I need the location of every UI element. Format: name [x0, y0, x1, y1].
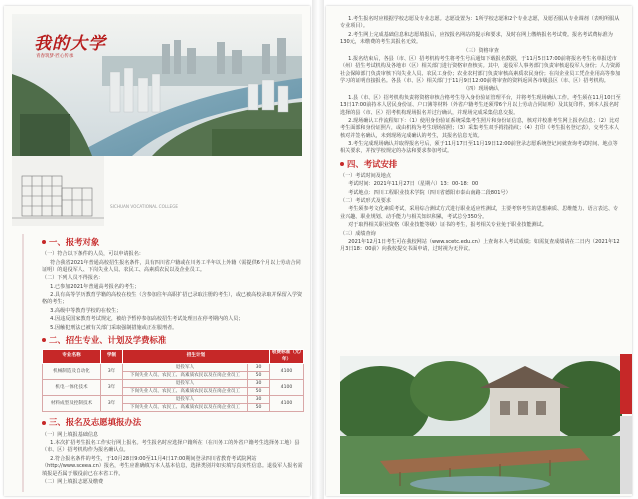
text-line: 3.高级中等教育学校的在校生； — [50, 307, 122, 314]
text-paragraph: 2.考生网上完成基础信息和志愿填报后，应按报名网站的提示和要求，及时在网上缴纳报名考试费。报名考试费标准为130元，未缴费的考生其报名无效。 — [340, 31, 613, 46]
table-header: 收费标准（元/年） — [270, 350, 304, 364]
logo-subtitle: 青春筑梦·匠心传承 — [36, 54, 74, 59]
text-paragraph: 2.具有高等学历教育学籍的高校在校生（含参加往年高职扩招已录取注册的考生），或已被高校录取并保留入学资格的考生； — [42, 292, 303, 306]
text-line: （二）网上填报志愿及缴费 — [42, 478, 104, 485]
table-cell: 下岗失业人员、农民工、高素质农民以及在岗企业员工 — [123, 404, 248, 412]
text-line: （一）网上填报基础信息 — [42, 431, 99, 438]
table-header: 学制 — [101, 350, 123, 364]
section-title-exam: 四、考试安排 — [340, 158, 622, 170]
text-line: 1.已参加2021年普通高考报名的考生； — [50, 283, 140, 290]
left-page — [4, 6, 310, 496]
text-line: 考试时间：2021年11月27日（星期六）13：00-18：00 — [348, 181, 479, 188]
text-line: （三）成绩查询 — [340, 230, 376, 237]
text-paragraph: 对于取得相关职业资格（职业技能等级）证书的考生，报考相关专业免于职业技能测试。 — [348, 222, 547, 229]
text-paragraph: 2.符合报名条件的考生，于10月28日9:00至11月4日17:00期间登录四川省教育考试院网站（http://www.sceea.cn）报名，考生应准确填写本人基本信息，选择类别并如实填写真实性信息。退役军人报名需填报是否属于服役前已在本省工作。 — [42, 455, 303, 477]
table-cell: 30 — [248, 364, 270, 372]
text-line: 考试地点：四川工程职业技术学院（四川省德阳市泰山南路二段801号） — [348, 189, 511, 196]
table-row — [43, 396, 304, 404]
text-paragraph: 3.考生完成现场确认并取得报名号后，须于11月17日至11月19日12:00前登录志愿系统登记问就查询考试时间、地点等相关要求，并按学校规定的办法和要求参加考试。 — [340, 141, 618, 155]
table-cell: 3年 — [101, 364, 123, 380]
text-paragraph: 1.报名结束后，各县（市、区）招考机构考生将考生号后通知下载报名数据，于11月5日17:00前将报名考生名单报送市（州）招生考试机构及各地市（区）相关部门进行资格审查核实。其中，退役军人事务部门负责审核退役军人身份；人力资源社会保障部门负责审核下岗失业人员、农民工身份；农业农村部门负责审核高素质农民身份；在岗企业员工凭企业用高等参加学习的证明直接报名。各县（市、区）相关部门于11月9日12:00前将审查的资料返回各市级县区（市、区）招考机构。 — [340, 55, 621, 84]
table-cell: 30 — [248, 396, 270, 404]
decorative-red-block — [620, 354, 632, 414]
campus-garden-photo — [340, 356, 622, 494]
bullet-icon — [42, 338, 46, 342]
table-cell: 3年 — [101, 396, 123, 412]
table-cell: 4100 — [270, 380, 304, 396]
left-text-column — [42, 234, 304, 487]
table-cell: 下岗失业人员、农民工、高素质农民以及在岗企业员工 — [123, 388, 248, 396]
table-cell: 30 — [248, 380, 270, 388]
table-header: 专业名称 — [43, 350, 101, 364]
decorative-gray-block — [620, 416, 632, 494]
enrollment-plan-table — [42, 349, 304, 412]
right-text-column — [340, 16, 622, 255]
text-line: （一）符合以下条件的人员，可以申请报名： — [42, 251, 144, 258]
text-paragraph: 2021年12月1日考生可在我校网站（www.scetc.edu.cn）上查询本人考试成绩；如需复查成绩请在二日内（2021年12月3日18：00前）向我校提交书面申请，过时视为无异议。 — [340, 238, 620, 253]
section-title-applicants: 一、报考对象 — [42, 236, 304, 248]
text-paragraph: 考生须参考文化素质考试，采用综合测试方式进行职业适应性测试，主要考察考生的思想素质、思维能力、语言表达、专业兴趣、职业规划、动手能力与相关知识积累，考试总分350分。 — [340, 206, 619, 220]
hero-city-photo — [12, 14, 302, 156]
bullet-icon — [340, 162, 344, 166]
school-english-name: SICHUAN VOCATIONAL COLLEGE — [110, 204, 179, 209]
text-paragraph: 1.县（市、区）招考机构负责将资格审核合格考生导入身份验证管理平台，并将考生现场确认工作。考生须在11月10日至13日17:00前持本人居民身份证、户口簿等材料（外省户籍考生还须带6个月以上劳动合同证明）及其复印件，到本人报名时选择的县（市、区）招考机构现场报名并过行确认，并现场完成采集信息交报。 — [340, 94, 621, 116]
bullet-icon — [42, 240, 46, 244]
text-line: 5.因触犯刑法已被有关部门采取强制措施或正在服刑者。 — [50, 324, 178, 331]
page-gutter — [312, 0, 324, 499]
text-paragraph: 1.考生报名时应根据学校志愿及专业志愿。志愿设置为：1所学校志愿和2个专业志愿，及愿否服从专业调剂（表明所服从专业项目）。 — [340, 16, 620, 30]
text-paragraph: 2.现场确认工作流程如下：（1）使用身份验证系统采集考生照片和身份证信息，核对并校准考生网上报名信息；（2）比对考生面部和身份证照片，或由机构为考生现场拍照；（3）采集考生双手拇指指纹；（4）打印《考生报名登记表》，交考生本人核对并签名确认，未到现场完成确认的考生，其报名信息无效。 — [340, 117, 620, 139]
table-header: 招生计划 — [123, 350, 270, 364]
table-cell: 4100 — [270, 396, 304, 412]
text-paragraph: 1.本次扩招考生报名工作实行网上报名。考生报名时应选择户籍所在（在川务工的外省户籍考生选择务工地）县（市、区）招考机构作为报名确认点。 — [42, 440, 300, 454]
table-cell: 50 — [248, 388, 270, 396]
logo-title: 我的大学 — [34, 34, 106, 54]
right-page — [326, 6, 632, 496]
table-cell: 下岗失业人员、农民工、高素质农民以及在岗企业员工 — [123, 372, 248, 380]
decorative-side-bar — [12, 234, 38, 492]
table-cell: 机电一体化技术 — [43, 380, 101, 396]
table-cell: 材料成型及控制技术 — [43, 396, 101, 412]
table-cell: 50 — [248, 404, 270, 412]
text-paragraph: 符合我省2021年普通高校招生报名条件，具有四川省户籍或在川务工半年以上外籍（需提供6个月以上劳动合同证明）的退役军人、下岗失业人员、农民工、高素质农民以及企业员工。 — [42, 259, 301, 273]
table-row — [43, 364, 304, 372]
table-row — [43, 380, 304, 388]
table-cell: 退役军人 — [123, 380, 248, 388]
text-line: （二）考试形式及要求 — [340, 198, 391, 205]
text-line: （二）下列人员不得报名： — [42, 275, 104, 282]
bullet-icon — [42, 421, 46, 425]
section-title-registration: 三、报名及志愿填报办法 — [42, 416, 304, 428]
text-line: 4.因违反国家教育考试规定，被给予暂停参加高校招生考试处理且在停考期内的人员； — [50, 316, 244, 323]
table-cell: 退役军人 — [123, 396, 248, 404]
table-cell: 50 — [248, 372, 270, 380]
section-title-majors: 二、招生专业、计划及学费标准 — [42, 334, 304, 346]
text-line: （一）考试时间及地点 — [340, 172, 391, 179]
table-cell: 机械制造及自动化 — [43, 364, 101, 380]
table-cell: 4100 — [270, 364, 304, 380]
campus-building-sketch — [12, 156, 104, 226]
table-cell: 退役军人 — [123, 364, 248, 372]
table-cell: 3年 — [101, 380, 123, 396]
text-line: （四）现场确认 — [463, 86, 499, 93]
text-line: （三）资格审查 — [463, 47, 499, 54]
